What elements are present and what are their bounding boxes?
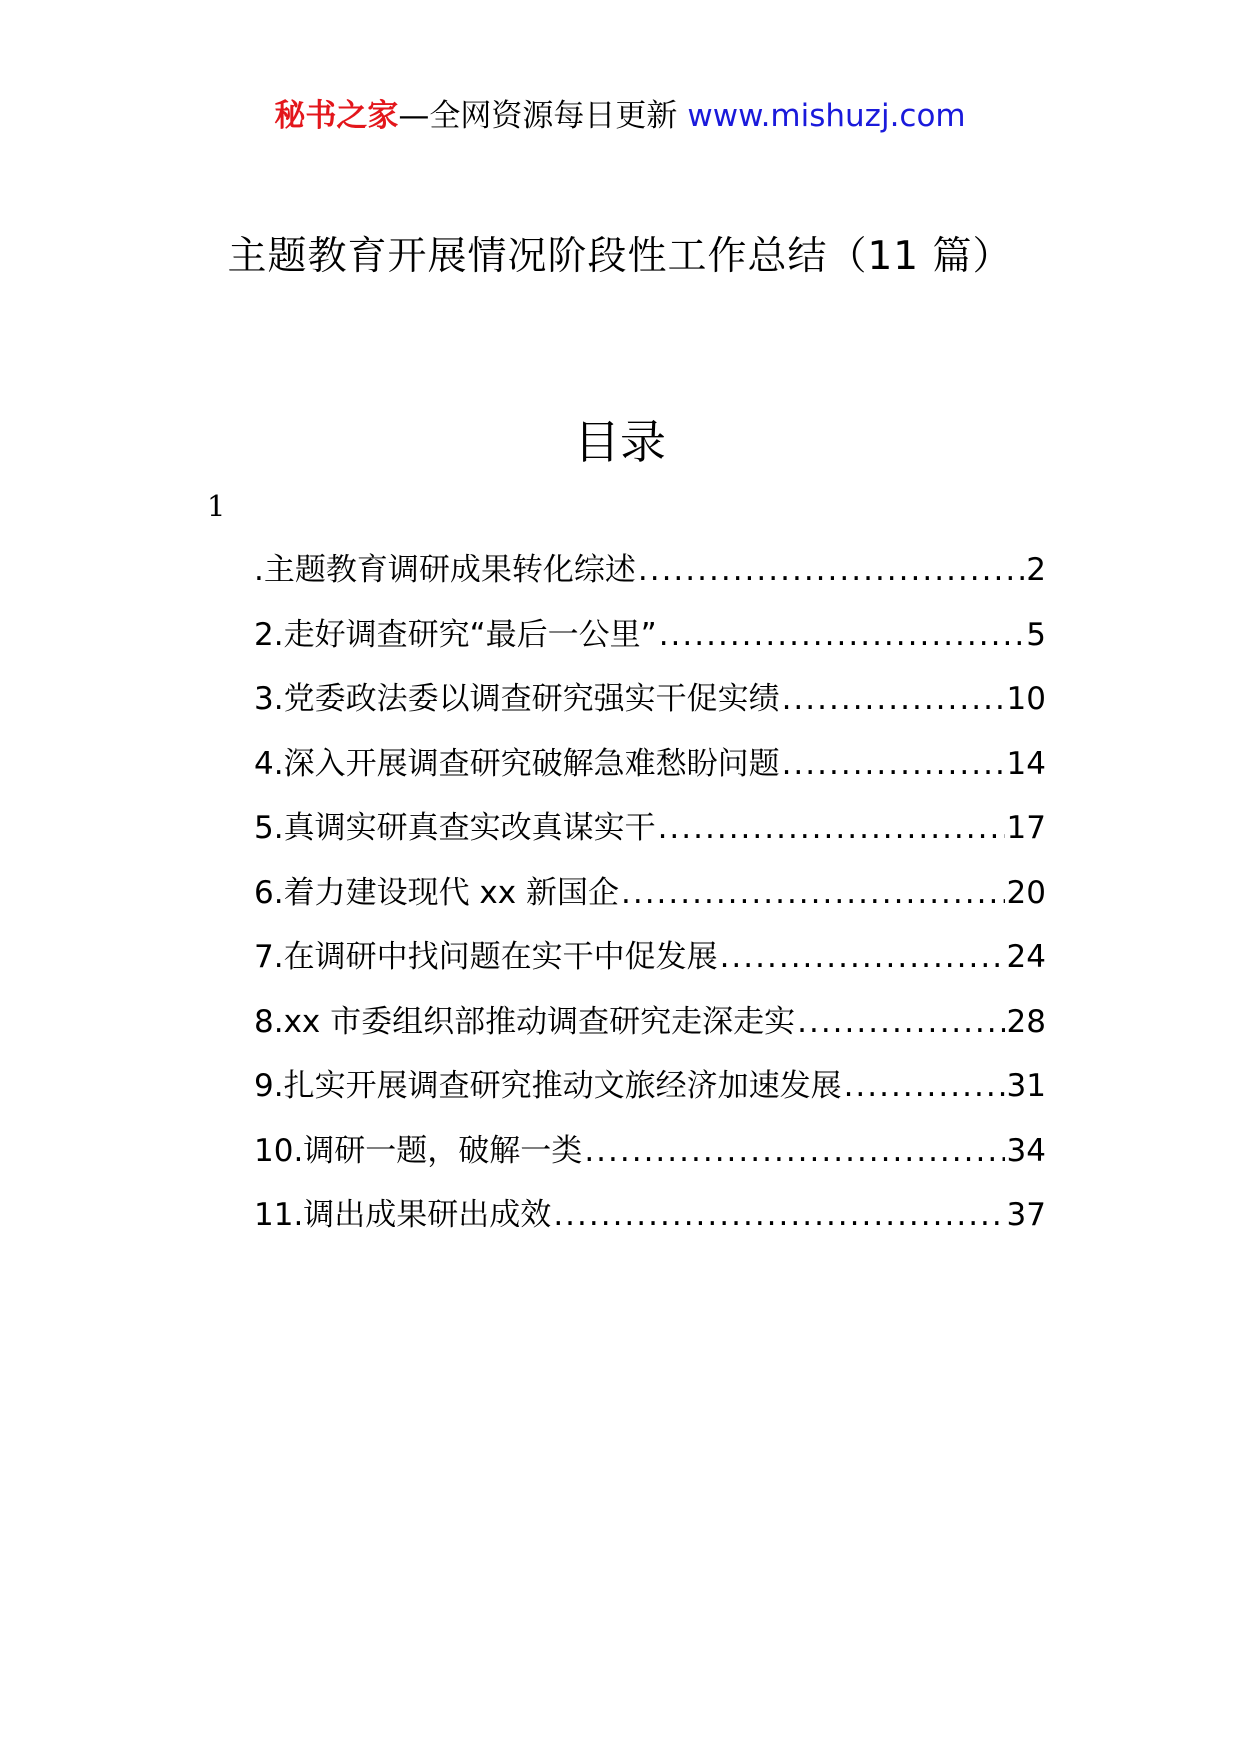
toc-entry-title: 4.深入开展调查研究破解急难愁盼问题 bbox=[254, 745, 780, 782]
toc-entry-page: 10 bbox=[1006, 681, 1046, 717]
toc-entry[interactable] bbox=[254, 742, 1046, 807]
toc-entry-title: .主题教育调研成果转化综述 bbox=[254, 552, 636, 588]
toc-entry-title: 6.着力建设现代 xx 新国企 bbox=[254, 874, 619, 911]
toc-entry-page: 31 bbox=[1006, 1068, 1046, 1104]
site-url-link[interactable]: www.mishuzj.com bbox=[687, 98, 966, 134]
toc-entry-page: 28 bbox=[1006, 1003, 1046, 1040]
toc-entry[interactable] bbox=[254, 935, 1046, 1000]
toc-entry-title: 10.调研一题，破解一类 bbox=[254, 1132, 583, 1169]
toc-entry-title: 7.在调研中找问题在实干中促发展 bbox=[254, 939, 718, 975]
toc-entry-page: 24 bbox=[1006, 939, 1046, 975]
brand-name: 秘书之家 bbox=[274, 98, 399, 134]
toc-entry[interactable] bbox=[254, 677, 1046, 742]
toc-entry[interactable] bbox=[254, 613, 1046, 678]
toc-entry[interactable] bbox=[254, 1000, 1046, 1065]
toc-entry[interactable] bbox=[254, 1064, 1046, 1129]
toc-entry-title: 9.扎实开展调查研究推动文旅经济加速发展 bbox=[254, 1068, 842, 1104]
stray-number: 1 bbox=[207, 489, 226, 523]
toc-entry-page: 20 bbox=[1006, 874, 1046, 911]
toc-leader-dots bbox=[782, 677, 1005, 721]
site-header bbox=[0, 96, 1240, 136]
toc-leader-dots bbox=[844, 1064, 1005, 1108]
toc-entry-page: 17 bbox=[1006, 810, 1046, 846]
toc-leader-dots bbox=[658, 806, 1005, 850]
toc-entry-title: 8.xx 市委组织部推动调查研究走深走实 bbox=[254, 1003, 796, 1040]
toc-leader-dots bbox=[720, 935, 1005, 979]
toc-leader-dots bbox=[584, 1129, 1004, 1173]
header-slogan: —全网资源每日更新 bbox=[398, 98, 678, 134]
toc-entry[interactable] bbox=[254, 1193, 1046, 1258]
toc-entry-page: 2 bbox=[1026, 552, 1046, 588]
toc-entry-title: 11.调出成果研出成效 bbox=[254, 1197, 552, 1233]
toc-entry-page: 14 bbox=[1006, 745, 1046, 782]
toc-entry-title: 5.真调实研真查实改真谋实干 bbox=[254, 810, 656, 846]
toc-leader-dots bbox=[659, 613, 1025, 657]
toc-entry-page: 5 bbox=[1026, 616, 1046, 653]
document-title: 主题教育开展情况阶段性工作总结（11 篇） bbox=[227, 234, 1013, 279]
toc-leader-dots bbox=[553, 1193, 1004, 1237]
toc-heading: 目录 bbox=[574, 415, 666, 469]
toc-entry-page: 34 bbox=[1006, 1132, 1046, 1169]
toc-entry[interactable] bbox=[254, 548, 1046, 613]
toc-leader-dots bbox=[797, 1000, 1004, 1044]
toc-leader-dots bbox=[638, 548, 1024, 592]
toc-entry-title: 2.走好调查研究“最后一公里” bbox=[254, 616, 657, 653]
table-of-contents bbox=[254, 548, 1046, 1258]
toc-leader-dots bbox=[621, 871, 1005, 915]
toc-entry[interactable] bbox=[254, 806, 1046, 871]
toc-leader-dots bbox=[782, 742, 1005, 786]
toc-entry[interactable] bbox=[254, 1129, 1046, 1194]
toc-entry-page: 37 bbox=[1006, 1197, 1046, 1233]
toc-entry[interactable] bbox=[254, 871, 1046, 936]
toc-entry-title: 3.党委政法委以调查研究强实干促实绩 bbox=[254, 681, 780, 717]
